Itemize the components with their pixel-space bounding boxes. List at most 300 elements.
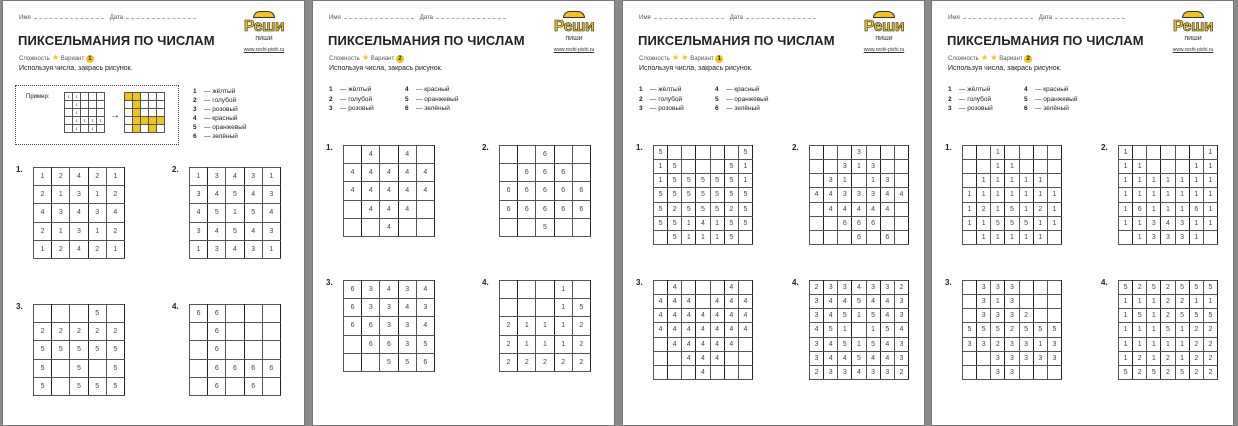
grid-cell[interactable]: 5 xyxy=(710,202,724,216)
grid-cell[interactable] xyxy=(977,351,991,365)
grid-cell[interactable]: 6 xyxy=(554,200,572,218)
grid-cell[interactable] xyxy=(696,281,710,295)
grid-cell[interactable]: 1 xyxy=(991,174,1005,188)
grid-cell[interactable]: 1 xyxy=(518,335,536,353)
grid-cell[interactable] xyxy=(880,216,894,230)
grid-cell[interactable]: 6 xyxy=(1133,202,1147,216)
grid-cell[interactable] xyxy=(724,365,738,379)
grid-cell[interactable] xyxy=(810,174,824,188)
grid-cell[interactable]: 1 xyxy=(1019,202,1033,216)
grid-cell[interactable]: 2 xyxy=(572,335,590,353)
grid-cell[interactable]: 4 xyxy=(880,202,894,216)
grid-cell[interactable]: 3 xyxy=(1005,337,1019,351)
grid-cell[interactable]: 2 xyxy=(668,202,682,216)
grid-cell[interactable]: 1 xyxy=(1133,323,1147,337)
grid-cell[interactable]: 1 xyxy=(88,186,106,204)
grid-cell[interactable]: 2 xyxy=(977,202,991,216)
grid-cell[interactable] xyxy=(1161,146,1175,160)
grid-cell[interactable] xyxy=(810,230,824,244)
grid-cell[interactable]: 6 xyxy=(380,335,398,353)
grid-cell[interactable]: 3 xyxy=(416,299,434,317)
grid-cell[interactable] xyxy=(1133,146,1147,160)
grid-cell[interactable]: 1 xyxy=(1147,188,1161,202)
grid-cell[interactable] xyxy=(852,323,866,337)
grid-cell[interactable]: 1 xyxy=(654,174,668,188)
grid-cell[interactable]: 3 xyxy=(1005,309,1019,323)
name-field[interactable] xyxy=(654,18,724,19)
grid-cell[interactable]: 1 xyxy=(682,216,696,230)
grid-cell[interactable]: 2 xyxy=(52,323,70,341)
grid-cell[interactable] xyxy=(1175,160,1189,174)
grid-cell[interactable]: 4 xyxy=(824,309,838,323)
grid-cell[interactable]: 1 xyxy=(738,174,752,188)
grid-cell[interactable] xyxy=(894,230,908,244)
grid-cell[interactable]: 2 xyxy=(88,168,106,186)
grid-cell[interactable]: 5 xyxy=(34,377,52,395)
grid-cell[interactable] xyxy=(226,341,244,359)
grid-cell[interactable]: 4 xyxy=(852,202,866,216)
grid-cell[interactable]: 4 xyxy=(682,337,696,351)
grid-cell[interactable]: 5 xyxy=(70,377,88,395)
grid-cell[interactable]: 6 xyxy=(262,359,280,377)
grid-cell[interactable]: 4 xyxy=(838,351,852,365)
grid-cell[interactable]: 1 xyxy=(991,295,1005,309)
grid-cell[interactable] xyxy=(654,337,668,351)
grid-cell[interactable]: 5 xyxy=(1203,281,1217,295)
grid-cell[interactable]: 1 xyxy=(190,168,208,186)
grid-cell[interactable]: 4 xyxy=(362,164,380,182)
grid-cell[interactable]: 5 xyxy=(724,174,738,188)
grid-cell[interactable]: 2 xyxy=(500,353,518,371)
grid-cell[interactable]: 2 xyxy=(1133,281,1147,295)
grid-cell[interactable]: 6 xyxy=(536,200,554,218)
grid-cell[interactable]: 4 xyxy=(682,351,696,365)
grid-cell[interactable]: 6 xyxy=(536,146,554,164)
grid-cell[interactable]: 5 xyxy=(1147,281,1161,295)
grid-cell[interactable]: 5 xyxy=(1147,365,1161,379)
grid-cell[interactable] xyxy=(190,341,208,359)
grid-cell[interactable]: 5 xyxy=(208,204,226,222)
grid-cell[interactable] xyxy=(1047,230,1061,244)
grid-cell[interactable] xyxy=(416,218,434,236)
grid-cell[interactable]: 1 xyxy=(866,174,880,188)
grid-cell[interactable]: 2 xyxy=(106,222,124,240)
grid-cell[interactable]: 4 xyxy=(894,188,908,202)
grid-cell[interactable]: 4 xyxy=(696,323,710,337)
grid-cell[interactable]: 2 xyxy=(536,353,554,371)
grid-cell[interactable]: 6 xyxy=(866,216,880,230)
grid-cell[interactable]: 5 xyxy=(654,202,668,216)
grid-cell[interactable]: 1 xyxy=(963,188,977,202)
grid-cell[interactable]: 4 xyxy=(710,323,724,337)
grid-cell[interactable]: 1 xyxy=(1119,323,1133,337)
grid-cell[interactable] xyxy=(190,323,208,341)
grid-cell[interactable]: 4 xyxy=(208,222,226,240)
grid-cell[interactable]: 4 xyxy=(416,182,434,200)
grid-cell[interactable]: 3 xyxy=(880,365,894,379)
grid-cell[interactable]: 4 xyxy=(880,309,894,323)
grid-cell[interactable]: 2 xyxy=(724,202,738,216)
grid-cell[interactable]: 1 xyxy=(1119,216,1133,230)
grid-cell[interactable]: 3 xyxy=(810,351,824,365)
grid-cell[interactable]: 4 xyxy=(416,317,434,335)
grid-cell[interactable]: 4 xyxy=(668,337,682,351)
grid-cell[interactable]: 6 xyxy=(500,200,518,218)
grid-cell[interactable] xyxy=(1033,365,1047,379)
grid-cell[interactable] xyxy=(654,281,668,295)
name-field[interactable] xyxy=(963,18,1033,19)
grid-cell[interactable]: 5 xyxy=(88,305,106,323)
grid-cell[interactable]: 4 xyxy=(226,240,244,258)
grid-cell[interactable]: 4 xyxy=(668,323,682,337)
grid-cell[interactable]: 2 xyxy=(1203,323,1217,337)
grid-cell[interactable]: 2 xyxy=(1175,295,1189,309)
grid-cell[interactable]: 1 xyxy=(1189,188,1203,202)
grid-cell[interactable]: 5 xyxy=(668,230,682,244)
grid-cell[interactable] xyxy=(190,359,208,377)
grid-cell[interactable]: 5 xyxy=(1189,281,1203,295)
grid-cell[interactable]: 5 xyxy=(106,359,124,377)
date-field[interactable] xyxy=(126,18,196,19)
grid-cell[interactable]: 1 xyxy=(710,216,724,230)
grid-cell[interactable]: 1 xyxy=(1133,174,1147,188)
grid-cell[interactable]: 2 xyxy=(106,323,124,341)
grid-cell[interactable]: 2 xyxy=(1133,351,1147,365)
grid-cell[interactable]: 4 xyxy=(696,216,710,230)
grid-cell[interactable]: 3 xyxy=(894,295,908,309)
grid-cell[interactable] xyxy=(1047,295,1061,309)
grid-cell[interactable]: 3 xyxy=(244,240,262,258)
grid-cell[interactable]: 4 xyxy=(866,295,880,309)
grid-cell[interactable] xyxy=(88,359,106,377)
grid-cell[interactable] xyxy=(1019,146,1033,160)
grid-cell[interactable]: 5 xyxy=(866,309,880,323)
grid-cell[interactable]: 2 xyxy=(88,323,106,341)
grid-cell[interactable]: 6 xyxy=(852,216,866,230)
grid-cell[interactable]: 4 xyxy=(208,186,226,204)
grid-cell[interactable]: 3 xyxy=(262,186,280,204)
date-field[interactable] xyxy=(746,18,816,19)
grid-cell[interactable]: 5 xyxy=(724,188,738,202)
grid-cell[interactable]: 2 xyxy=(106,186,124,204)
grid-cell[interactable]: 2 xyxy=(894,365,908,379)
grid-cell[interactable]: 1 xyxy=(1203,146,1217,160)
grid-cell[interactable]: 2 xyxy=(1161,351,1175,365)
grid-cell[interactable] xyxy=(977,160,991,174)
grid-cell[interactable]: 4 xyxy=(398,200,416,218)
grid-cell[interactable]: 3 xyxy=(244,168,262,186)
grid-cell[interactable]: 1 xyxy=(190,240,208,258)
grid-cell[interactable] xyxy=(1033,146,1047,160)
grid-cell[interactable] xyxy=(668,365,682,379)
logo-url[interactable]: www.reshi-pishi.ru xyxy=(863,47,905,53)
grid-cell[interactable]: 2 xyxy=(52,168,70,186)
grid-cell[interactable]: 1 xyxy=(696,230,710,244)
grid-cell[interactable]: 1 xyxy=(262,168,280,186)
grid-cell[interactable] xyxy=(963,351,977,365)
grid-cell[interactable]: 3 xyxy=(1161,230,1175,244)
grid-cell[interactable]: 3 xyxy=(866,188,880,202)
grid-cell[interactable] xyxy=(810,216,824,230)
grid-cell[interactable] xyxy=(344,146,362,164)
grid-cell[interactable]: 1 xyxy=(226,204,244,222)
grid-cell[interactable]: 1 xyxy=(963,202,977,216)
grid-cell[interactable]: 1 xyxy=(1175,174,1189,188)
grid-cell[interactable] xyxy=(70,305,88,323)
grid-cell[interactable] xyxy=(894,216,908,230)
grid-cell[interactable]: 3 xyxy=(991,281,1005,295)
grid-cell[interactable]: 1 xyxy=(554,299,572,317)
grid-cell[interactable]: 3 xyxy=(1019,337,1033,351)
grid-cell[interactable]: 6 xyxy=(416,353,434,371)
grid-cell[interactable]: 3 xyxy=(866,365,880,379)
grid-cell[interactable] xyxy=(1047,281,1061,295)
grid-cell[interactable]: 1 xyxy=(1019,230,1033,244)
grid-cell[interactable] xyxy=(226,323,244,341)
grid-cell[interactable] xyxy=(810,202,824,216)
grid-cell[interactable]: 5 xyxy=(682,174,696,188)
grid-cell[interactable] xyxy=(866,146,880,160)
grid-cell[interactable]: 1 xyxy=(852,309,866,323)
grid-cell[interactable]: 5 xyxy=(1203,309,1217,323)
grid-cell[interactable] xyxy=(810,146,824,160)
grid-cell[interactable]: 1 xyxy=(1119,202,1133,216)
grid-cell[interactable]: 5 xyxy=(866,337,880,351)
grid-cell[interactable]: 6 xyxy=(208,359,226,377)
grid-cell[interactable]: 4 xyxy=(244,222,262,240)
grid-cell[interactable]: 3 xyxy=(190,186,208,204)
grid-cell[interactable] xyxy=(344,200,362,218)
grid-cell[interactable]: 4 xyxy=(398,299,416,317)
grid-cell[interactable]: 4 xyxy=(894,323,908,337)
grid-cell[interactable]: 1 xyxy=(1147,309,1161,323)
grid-cell[interactable] xyxy=(1047,174,1061,188)
grid-cell[interactable]: 5 xyxy=(536,218,554,236)
grid-cell[interactable]: 1 xyxy=(1119,188,1133,202)
grid-cell[interactable]: 6 xyxy=(518,182,536,200)
grid-cell[interactable]: 1 xyxy=(262,240,280,258)
grid-cell[interactable]: 5 xyxy=(226,186,244,204)
grid-cell[interactable]: 3 xyxy=(1005,281,1019,295)
grid-cell[interactable]: 2 xyxy=(34,186,52,204)
grid-cell[interactable] xyxy=(963,281,977,295)
grid-cell[interactable]: 6 xyxy=(362,335,380,353)
grid-cell[interactable]: 5 xyxy=(1019,216,1033,230)
grid-cell[interactable]: 3 xyxy=(380,299,398,317)
grid-cell[interactable]: 4 xyxy=(70,204,88,222)
grid-cell[interactable]: 5 xyxy=(724,230,738,244)
grid-cell[interactable]: 5 xyxy=(1161,323,1175,337)
grid-cell[interactable]: 3 xyxy=(52,204,70,222)
grid-cell[interactable]: 3 xyxy=(88,204,106,222)
grid-cell[interactable]: 1 xyxy=(1005,188,1019,202)
grid-cell[interactable]: 4 xyxy=(682,295,696,309)
grid-cell[interactable]: 4 xyxy=(710,351,724,365)
grid-cell[interactable] xyxy=(894,146,908,160)
grid-cell[interactable]: 1 xyxy=(1161,188,1175,202)
grid-cell[interactable]: 4 xyxy=(362,200,380,218)
grid-cell[interactable]: 1 xyxy=(1033,216,1047,230)
date-field[interactable] xyxy=(436,18,506,19)
grid-cell[interactable]: 1 xyxy=(1203,188,1217,202)
grid-cell[interactable] xyxy=(344,335,362,353)
grid-cell[interactable] xyxy=(824,230,838,244)
grid-cell[interactable]: 4 xyxy=(380,182,398,200)
grid-cell[interactable]: 5 xyxy=(738,202,752,216)
grid-cell[interactable]: 1 xyxy=(1133,295,1147,309)
grid-cell[interactable] xyxy=(1019,281,1033,295)
grid-cell[interactable]: 2 xyxy=(518,353,536,371)
grid-cell[interactable]: 4 xyxy=(398,146,416,164)
grid-cell[interactable]: 6 xyxy=(208,377,226,395)
grid-cell[interactable]: 6 xyxy=(344,317,362,335)
grid-cell[interactable]: 4 xyxy=(852,365,866,379)
grid-cell[interactable]: 2 xyxy=(1203,365,1217,379)
grid-cell[interactable]: 2 xyxy=(70,323,88,341)
grid-cell[interactable]: 3 xyxy=(963,337,977,351)
grid-cell[interactable]: 4 xyxy=(738,309,752,323)
grid-cell[interactable]: 1 xyxy=(991,230,1005,244)
grid-cell[interactable]: 6 xyxy=(1189,202,1203,216)
grid-cell[interactable]: 5 xyxy=(88,377,106,395)
grid-cell[interactable]: 3 xyxy=(977,281,991,295)
grid-cell[interactable]: 1 xyxy=(1119,337,1133,351)
grid-cell[interactable]: 1 xyxy=(1175,323,1189,337)
grid-cell[interactable] xyxy=(838,146,852,160)
grid-cell[interactable] xyxy=(824,216,838,230)
date-field[interactable] xyxy=(1055,18,1125,19)
grid-cell[interactable] xyxy=(572,281,590,299)
grid-cell[interactable]: 4 xyxy=(344,182,362,200)
grid-cell[interactable] xyxy=(654,351,668,365)
grid-cell[interactable]: 1 xyxy=(1047,202,1061,216)
grid-cell[interactable]: 1 xyxy=(1133,160,1147,174)
grid-cell[interactable] xyxy=(416,200,434,218)
grid-cell[interactable] xyxy=(894,202,908,216)
grid-cell[interactable]: 6 xyxy=(536,182,554,200)
grid-cell[interactable]: 5 xyxy=(738,188,752,202)
grid-cell[interactable]: 5 xyxy=(106,341,124,359)
grid-cell[interactable]: 4 xyxy=(738,295,752,309)
grid-cell[interactable]: 3 xyxy=(894,309,908,323)
grid-cell[interactable]: 4 xyxy=(824,188,838,202)
grid-cell[interactable]: 3 xyxy=(810,295,824,309)
grid-cell[interactable]: 5 xyxy=(1175,281,1189,295)
grid-cell[interactable] xyxy=(963,174,977,188)
grid-cell[interactable] xyxy=(963,230,977,244)
grid-cell[interactable]: 5 xyxy=(824,323,838,337)
grid-cell[interactable]: 5 xyxy=(1119,281,1133,295)
grid-cell[interactable]: 3 xyxy=(70,186,88,204)
grid-cell[interactable]: 3 xyxy=(1147,230,1161,244)
grid-cell[interactable]: 1 xyxy=(1033,230,1047,244)
grid-cell[interactable]: 5 xyxy=(416,335,434,353)
grid-cell[interactable]: 5 xyxy=(1119,365,1133,379)
grid-cell[interactable]: 4 xyxy=(226,168,244,186)
grid-cell[interactable]: 1 xyxy=(1161,202,1175,216)
grid-cell[interactable]: 6 xyxy=(554,164,572,182)
grid-cell[interactable]: 1 xyxy=(1005,230,1019,244)
grid-cell[interactable]: 1 xyxy=(738,160,752,174)
grid-cell[interactable]: 1 xyxy=(1005,174,1019,188)
grid-cell[interactable]: 5 xyxy=(1019,323,1033,337)
grid-cell[interactable] xyxy=(852,174,866,188)
grid-cell[interactable]: 1 xyxy=(838,174,852,188)
grid-cell[interactable]: 6 xyxy=(226,359,244,377)
grid-cell[interactable]: 3 xyxy=(1047,337,1061,351)
grid-cell[interactable]: 4 xyxy=(810,188,824,202)
grid-cell[interactable] xyxy=(963,146,977,160)
grid-cell[interactable]: 4 xyxy=(654,309,668,323)
grid-cell[interactable]: 3 xyxy=(852,188,866,202)
grid-cell[interactable]: 3 xyxy=(362,299,380,317)
grid-cell[interactable]: 4 xyxy=(244,186,262,204)
grid-cell[interactable]: 4 xyxy=(34,204,52,222)
grid-cell[interactable]: 6 xyxy=(190,305,208,323)
grid-cell[interactable]: 6 xyxy=(838,216,852,230)
grid-cell[interactable]: 1 xyxy=(1203,295,1217,309)
grid-cell[interactable]: 1 xyxy=(1033,337,1047,351)
grid-cell[interactable]: 3 xyxy=(1033,351,1047,365)
grid-cell[interactable] xyxy=(1033,160,1047,174)
grid-cell[interactable]: 5 xyxy=(1005,216,1019,230)
grid-cell[interactable] xyxy=(554,218,572,236)
grid-cell[interactable] xyxy=(1019,295,1033,309)
grid-cell[interactable]: 4 xyxy=(710,337,724,351)
grid-cell[interactable]: 5 xyxy=(880,323,894,337)
grid-cell[interactable]: 5 xyxy=(654,146,668,160)
grid-cell[interactable]: 6 xyxy=(244,377,262,395)
grid-cell[interactable]: 5 xyxy=(70,359,88,377)
grid-cell[interactable]: 5 xyxy=(682,188,696,202)
grid-cell[interactable]: 2 xyxy=(810,281,824,295)
grid-cell[interactable]: 6 xyxy=(518,200,536,218)
grid-cell[interactable]: 4 xyxy=(852,281,866,295)
grid-cell[interactable]: 1 xyxy=(1189,230,1203,244)
grid-cell[interactable] xyxy=(572,164,590,182)
grid-cell[interactable]: 5 xyxy=(654,188,668,202)
grid-cell[interactable]: 1 xyxy=(991,160,1005,174)
grid-cell[interactable] xyxy=(838,230,852,244)
grid-cell[interactable]: 6 xyxy=(344,281,362,299)
grid-cell[interactable]: 2 xyxy=(1203,337,1217,351)
grid-cell[interactable]: 1 xyxy=(1119,146,1133,160)
grid-cell[interactable]: 2 xyxy=(810,365,824,379)
grid-cell[interactable]: 1 xyxy=(1047,216,1061,230)
grid-cell[interactable]: 4 xyxy=(682,323,696,337)
grid-cell[interactable]: 5 xyxy=(1033,323,1047,337)
grid-cell[interactable]: 3 xyxy=(1005,351,1019,365)
grid-cell[interactable]: 4 xyxy=(824,295,838,309)
grid-cell[interactable]: 1 xyxy=(1175,202,1189,216)
grid-cell[interactable] xyxy=(682,160,696,174)
logo-url[interactable]: www.reshi-pishi.ru xyxy=(243,47,285,53)
grid-cell[interactable]: 1 xyxy=(1119,295,1133,309)
grid-cell[interactable]: 5 xyxy=(710,188,724,202)
grid-cell[interactable] xyxy=(977,146,991,160)
grid-cell[interactable]: 3 xyxy=(977,337,991,351)
grid-cell[interactable]: 5 xyxy=(668,188,682,202)
grid-cell[interactable]: 1 xyxy=(991,188,1005,202)
grid-cell[interactable]: 4 xyxy=(880,351,894,365)
grid-cell[interactable]: 2 xyxy=(1161,365,1175,379)
grid-cell[interactable]: 4 xyxy=(724,309,738,323)
grid-cell[interactable] xyxy=(724,351,738,365)
grid-cell[interactable]: 1 xyxy=(1203,160,1217,174)
grid-cell[interactable]: 5 xyxy=(34,341,52,359)
grid-cell[interactable]: 3 xyxy=(838,281,852,295)
grid-cell[interactable] xyxy=(52,377,70,395)
